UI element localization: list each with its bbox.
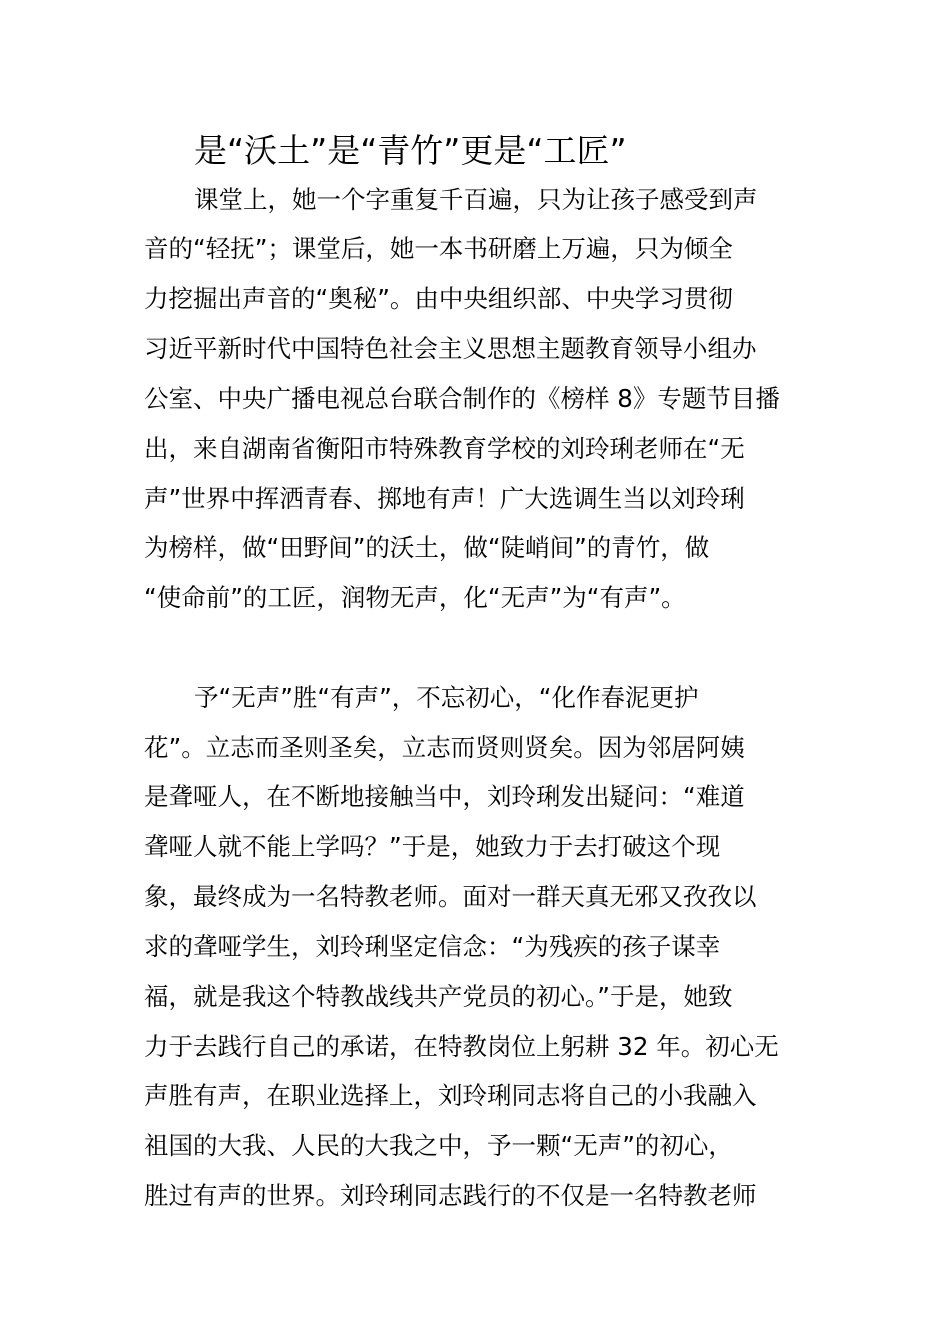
paragraph-2-line-3: 是聋哑人，在不断地接触当中，刘玲琍发出疑问：“难道 [144, 782, 745, 811]
paragraph-1-line-9: “使命前”的工匠，润物无声，化“无声”为“有声”。 [144, 583, 686, 612]
paragraph-2-line-4: 聋哑人就不能上学吗？”于是，她致力于去打破这个现 [144, 832, 721, 861]
paragraph-1-line-5: 公室、中央广播电视总台联合制作的《榜样 8》专题节目播 [144, 384, 780, 413]
paragraph-1-line-6: 出，来自湖南省衡阳市特殊教育学校的刘玲琍老师在“无 [144, 434, 745, 463]
paragraph-2-line-6: 求的聋哑学生，刘玲琍坚定信念：“为残疾的孩子谋幸 [144, 932, 721, 961]
paragraph-1-line-8: 为榜样，做“田野间”的沃土，做“陡峭间”的青竹，做 [144, 533, 710, 562]
paragraph-2-line-7: 福，就是我这个特教战线共产党员的初心。”于是，她致 [144, 982, 733, 1011]
paragraph-1-line-2: 音的“轻抚”；课堂后，她一本书研磨上万遍，只为倾全 [144, 234, 733, 263]
paragraph-2-line-8: 力于去践行自己的承诺，在特教岗位上躬耕 32 年。初心无 [144, 1032, 779, 1061]
paragraph-2-line-2: 花”。立志而圣则圣矣，立志而贤则贤矣。因为邻居阿姨 [144, 733, 745, 762]
paragraph-2-line-5: 象，最终成为一名特教老师。面对一群天真无邪又孜孜以 [144, 882, 757, 911]
paragraph-2-line-1: 予“无声”胜“有声”，不忘初心，“化作春泥更护 [194, 683, 699, 712]
paragraph-2-line-11: 胜过有声的世界。刘玲琍同志践行的不仅是一名特教老师 [144, 1181, 757, 1210]
paragraph-1-line-1: 课堂上，她一个字重复千百遍，只为让孩子感受到声 [194, 185, 758, 214]
paragraph-1-line-4: 习近平新时代中国特色社会主义思想主题教育领导小组办 [144, 334, 757, 363]
paragraph-1-line-3: 力挖掘出声音的“奥秘”。由中央组织部、中央学习贯彻 [144, 284, 733, 313]
paragraph-1-line-7: 声”世界中挥洒青春、掷地有声！广大选调生当以刘玲琍 [144, 484, 745, 513]
document-title: 是“沃土”是“青竹”更是“工匠” [194, 131, 627, 170]
paragraph-2-line-9: 声胜有声，在职业选择上，刘玲琍同志将自己的小我融入 [144, 1081, 757, 1110]
paragraph-2-line-10: 祖国的大我、人民的大我之中，予一颗“无声”的初心， [144, 1131, 733, 1160]
